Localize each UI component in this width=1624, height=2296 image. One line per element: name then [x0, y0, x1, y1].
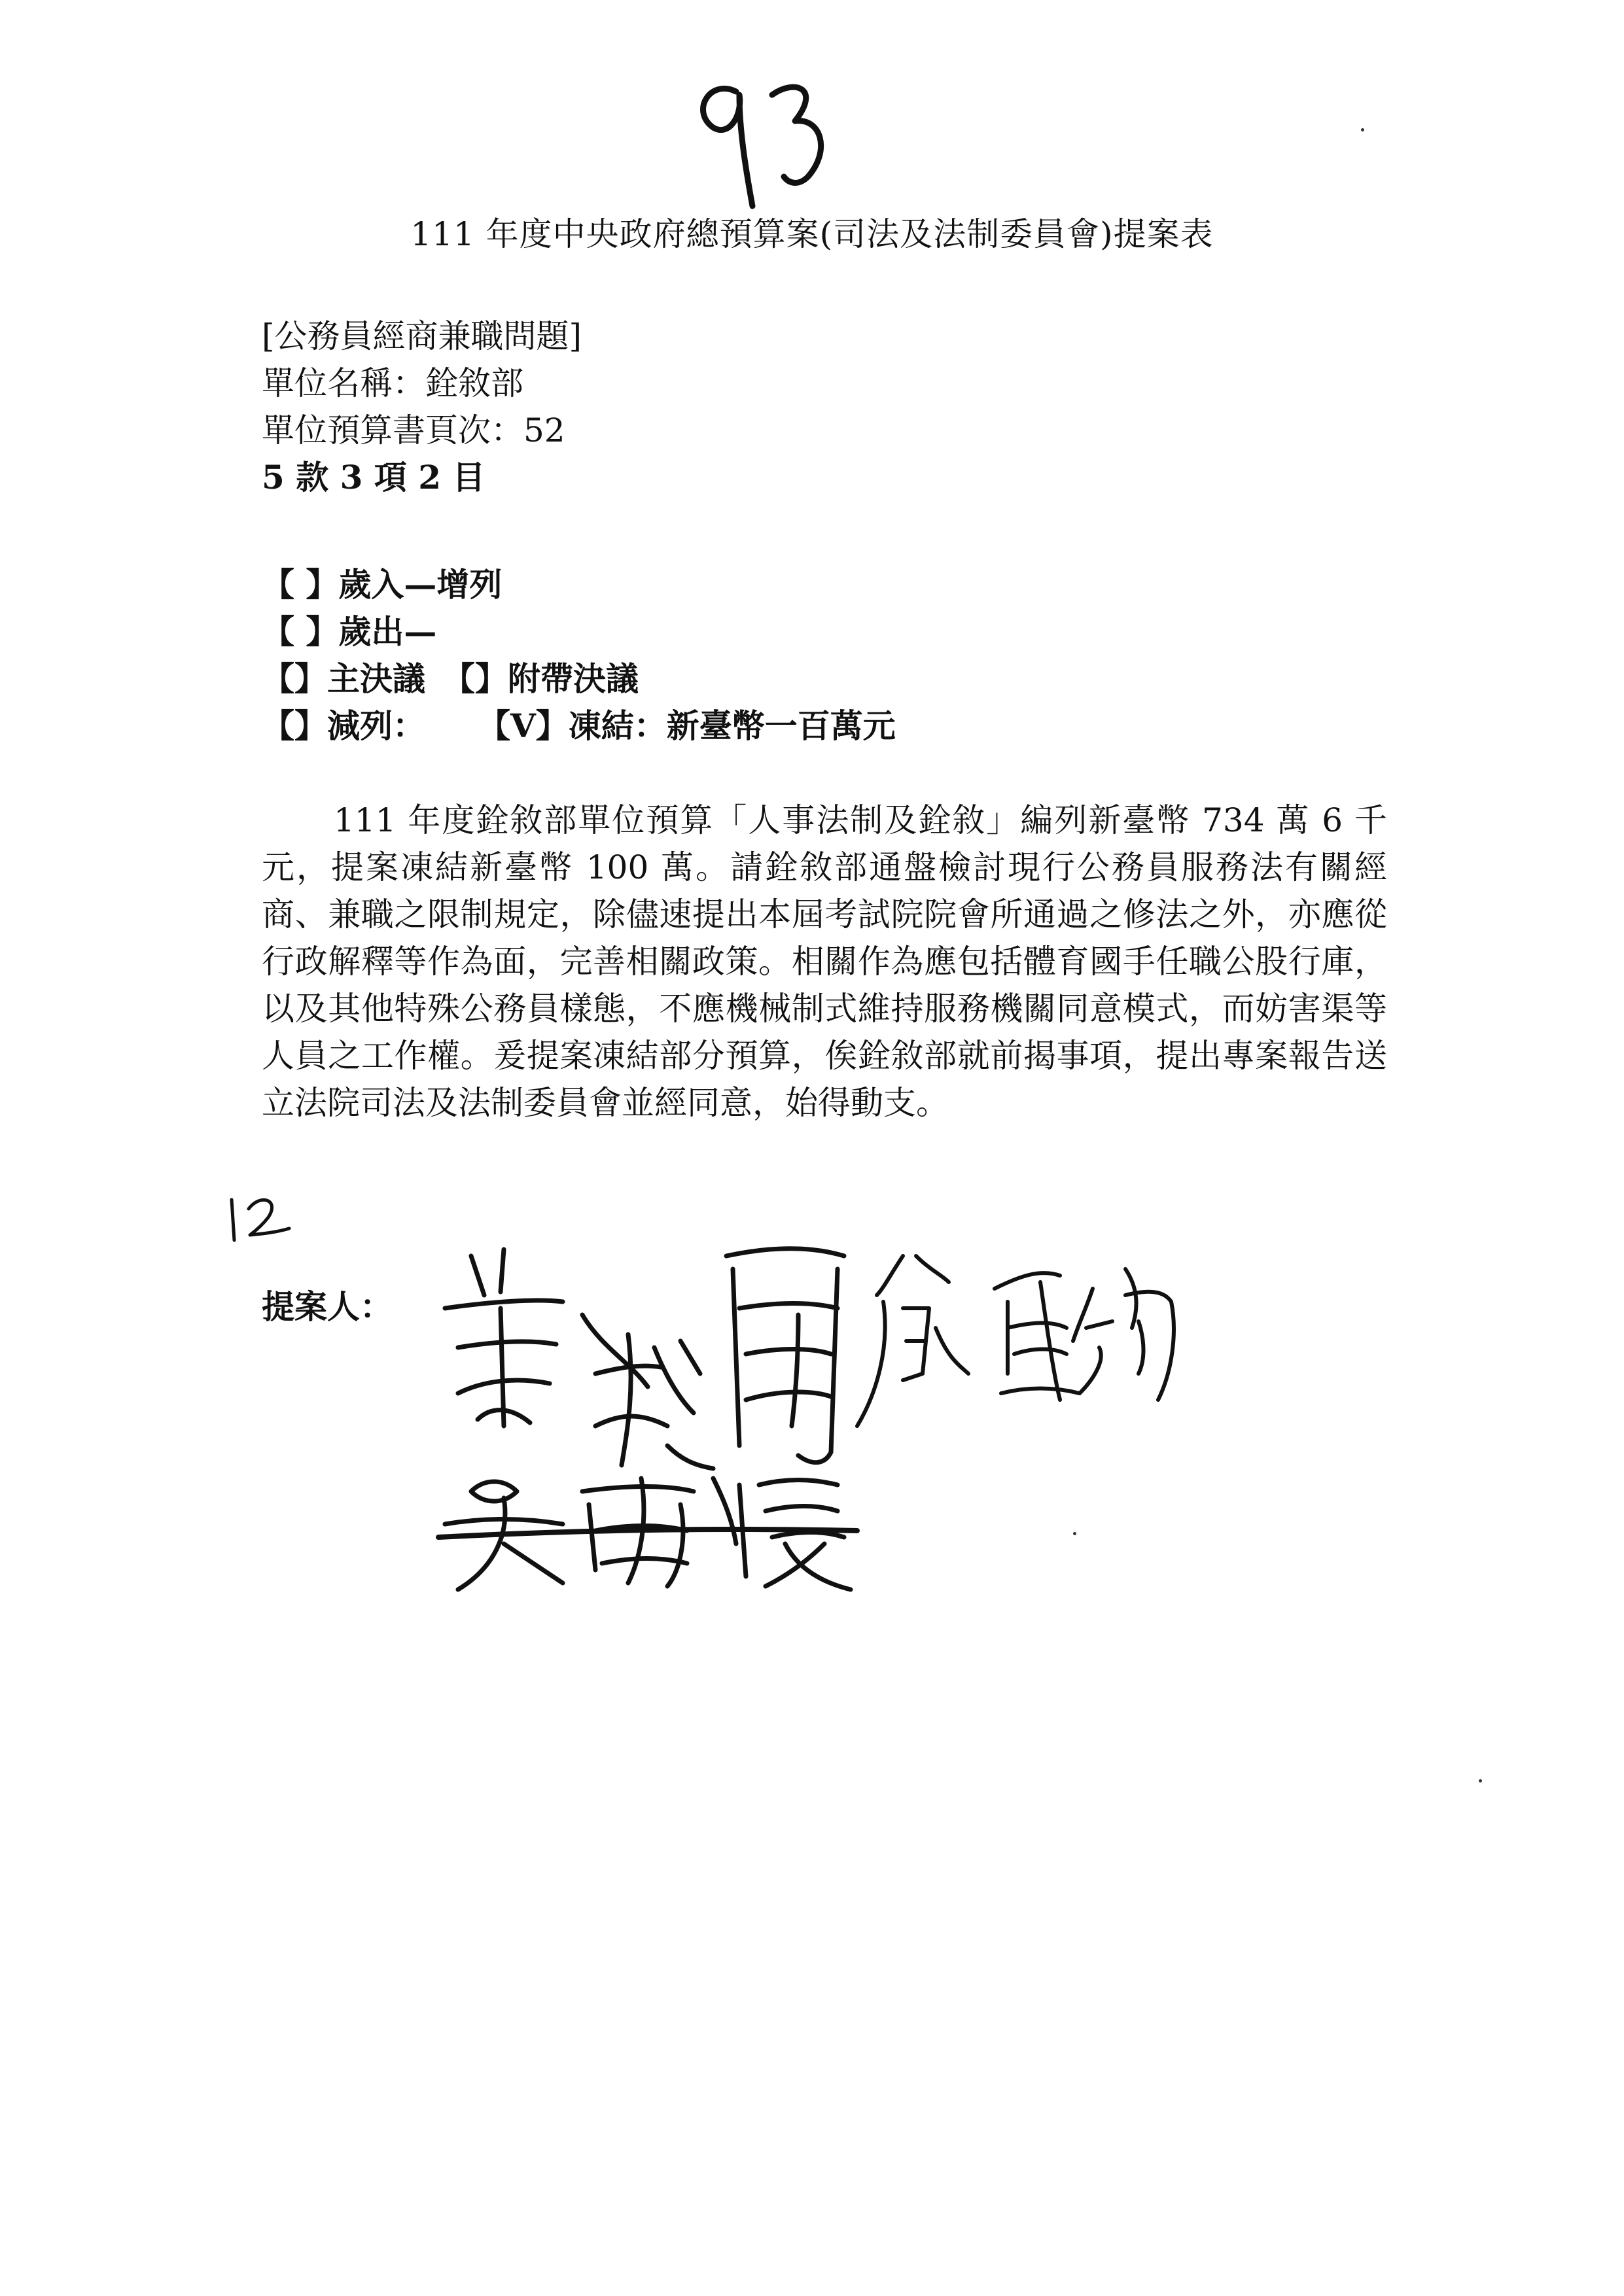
option-resolutions	[262, 655, 639, 703]
proposal-body: 111 年度銓敘部單位預算「人事法制及銓敘」編列新臺幣 734 萬 6 千元，提案凍結新臺幣 100 萬。請銓敘部通盤檢討現行公務員服務法有關經商、兼職之限制規定，除儘速提出本屆考試院院會所通過之修法之外，亦應從行政解釋等作為面，完善相關政策。相關作為應包括體育國手任職公股行庫，以及其他特殊公務員樣態，不應機械制式維持服務機關同意模式，而妨害渠等人員之工作權。爰提案凍結部分預算，俟銓敘部就前揭事項，提出專案報告送立法院司法及法制委員會並經同意，始得動支。	[262, 801, 1387, 1122]
option-expenditure: 【 】歲出—	[262, 612, 437, 651]
signature-1	[445, 1249, 844, 1469]
option-cut-freeze	[262, 703, 896, 750]
scan-speck	[1361, 128, 1364, 131]
option-freeze: 【V】凍結：新臺幣一百萬元	[478, 706, 896, 745]
signature-3	[438, 1478, 857, 1590]
option-main-resolution: 【】主決議	[262, 659, 425, 698]
topic-heading: [公務員經商兼職問題]	[262, 317, 582, 355]
handwritten-page-number	[674, 65, 844, 216]
option-revenue: 【 】歲入—增列	[262, 565, 503, 604]
proposer-label: 提案人：	[262, 1287, 393, 1326]
budget-page-ref: 單位預算書頁次：52	[262, 411, 565, 449]
proposer-signatures	[432, 1230, 1191, 1596]
option-attached-resolution: 【】附帶決議	[442, 659, 639, 698]
budget-item-code: 5 款 3 項 2 目	[262, 458, 485, 496]
signature-2	[857, 1256, 1174, 1426]
handwritten-margin-note	[222, 1188, 294, 1247]
unit-name: 單位名稱：銓敘部	[262, 364, 523, 402]
document-title: 111 年度中央政府總預算案(司法及法制委員會)提案表	[410, 215, 1214, 253]
scan-speck	[1073, 1532, 1076, 1535]
option-cut: 【】減列：	[262, 706, 425, 745]
scan-speck	[1479, 1779, 1482, 1783]
